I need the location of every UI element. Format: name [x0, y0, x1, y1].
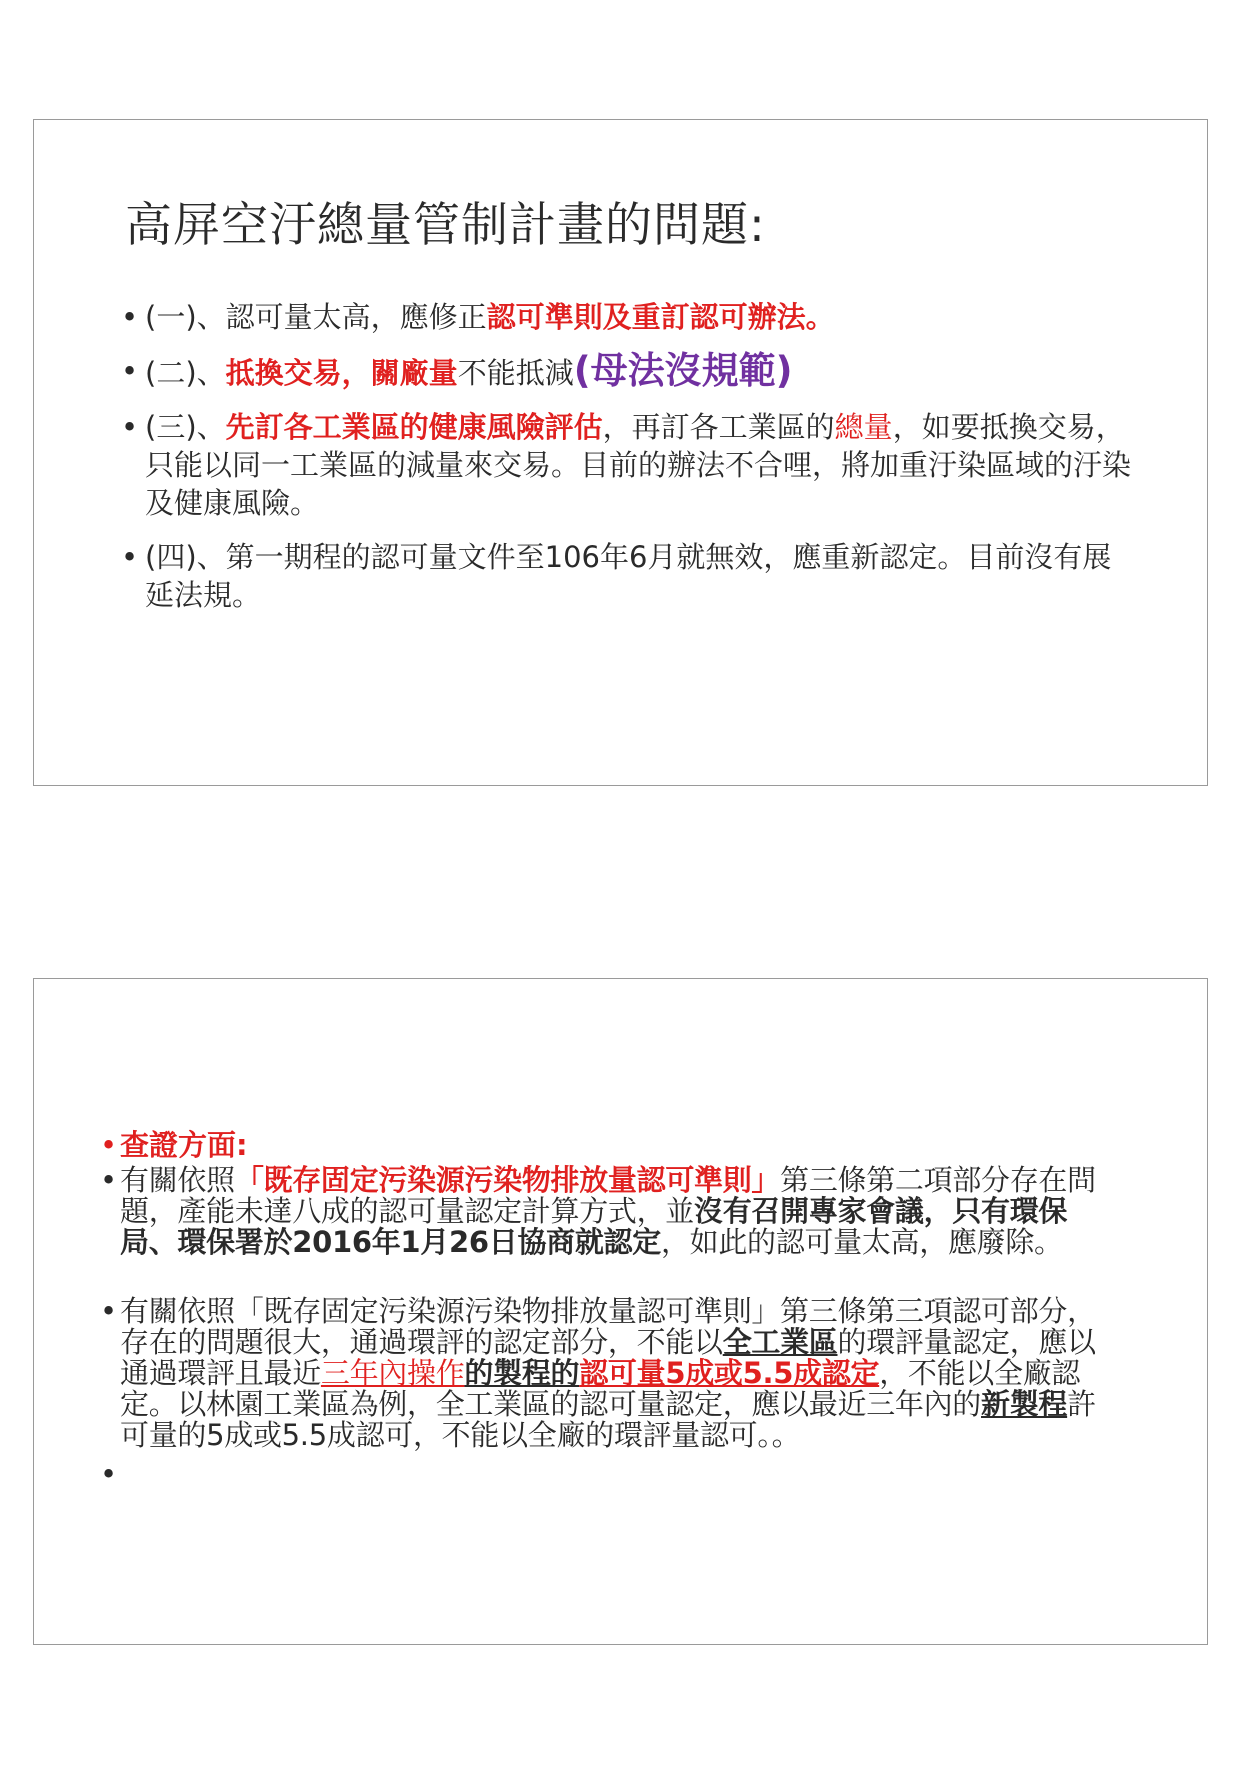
item-highlight: 認可量5成或5.5成認定 — [579, 1356, 880, 1390]
bullet-icon: • — [100, 1294, 117, 1328]
item-text: 的環評量認定，應以通過環評且最近 — [120, 1325, 1096, 1390]
section-heading: 查證方面: — [120, 1128, 248, 1162]
item-highlight: 「既存固定污染源污染物排放量認可準則」 — [234, 1163, 781, 1197]
issue-list — [121, 298, 1135, 630]
list-item — [121, 298, 1135, 336]
item-text: 有關依照「既存固定污染源污染物排放量認可準則」第三條第三項認可部分，存在的問題很大，通過環評的認定部分，不能以 — [120, 1294, 1096, 1359]
item-text: 有關依照 — [120, 1163, 235, 1197]
item-text: (三)、 — [145, 410, 226, 444]
item-text: (四)、第一期程的認可量文件至106年6月就無效，應重新認定。目前沒有展延法規。 — [145, 540, 1112, 612]
verification-list — [100, 1127, 1120, 1491]
item-highlight: 關廠量 — [370, 356, 458, 390]
slide-title: 高屏空汙總量管制計畫的問題: — [125, 198, 766, 253]
item-highlight: 抵換交易 — [225, 356, 342, 390]
item-text: 第三條第二項部分存在問題，產能未達八成的認可量認定計算方式，並 — [120, 1163, 1096, 1228]
list-item — [100, 1127, 1120, 1163]
item-emphasis: 新製程 — [981, 1387, 1068, 1421]
bullet-icon: • — [121, 300, 139, 334]
item-highlight: 三年內操作 — [320, 1356, 465, 1390]
item-highlight: 總量 — [834, 410, 893, 444]
item-text: (一)、認可量太高，應修正 — [145, 300, 487, 334]
bullet-icon: • — [100, 1128, 118, 1162]
item-text: 不能抵減 — [457, 356, 574, 390]
bullet-icon: • — [121, 540, 139, 574]
item-text: 許可量的5成或5.5成認可，不能以全廠的環評量認可。。 — [120, 1387, 1096, 1452]
item-highlight: 先訂各工業區的健康風險評估 — [225, 410, 603, 444]
item-highlight: 認可準則及重訂認可辦法。 — [486, 300, 835, 334]
bullet-icon: • — [121, 354, 139, 388]
list-item — [100, 1294, 1120, 1452]
slide-2 — [33, 978, 1208, 1645]
item-emphasis: 全工業區 — [722, 1325, 838, 1359]
bullet-icon: • — [100, 1163, 117, 1197]
item-text: ，如要抵換交易，只能以同一工業區的減量來交易。目前的辦法不合哩，將加重汙染區域的汙染及健康風險。 — [145, 410, 1132, 520]
item-text: (二)、 — [145, 356, 226, 390]
list-item — [121, 349, 1135, 392]
item-emphasis: 沒有召開專家會議，只有環保局、環保署於2016年1月26日協商就認定 — [120, 1194, 1068, 1259]
item-text: ，不能以全廠認定。以林園工業區為例，全工業區的認可量認定，應以最近三年內的 — [120, 1356, 1081, 1421]
slide-1 — [33, 119, 1208, 786]
list-item — [121, 408, 1135, 522]
bullet-icon: • — [121, 410, 139, 444]
list-item — [100, 1163, 1120, 1259]
item-text: ，如此的認可量太高，應廢除。 — [660, 1225, 1063, 1259]
item-text: ，再訂各工業區的 — [602, 410, 835, 444]
list-item — [121, 538, 1135, 614]
bullet-icon: • — [100, 1457, 117, 1491]
item-emphasis: 的製程的 — [464, 1356, 580, 1390]
item-note: (母法沒規範) — [573, 349, 793, 392]
item-text: ， — [341, 356, 371, 390]
